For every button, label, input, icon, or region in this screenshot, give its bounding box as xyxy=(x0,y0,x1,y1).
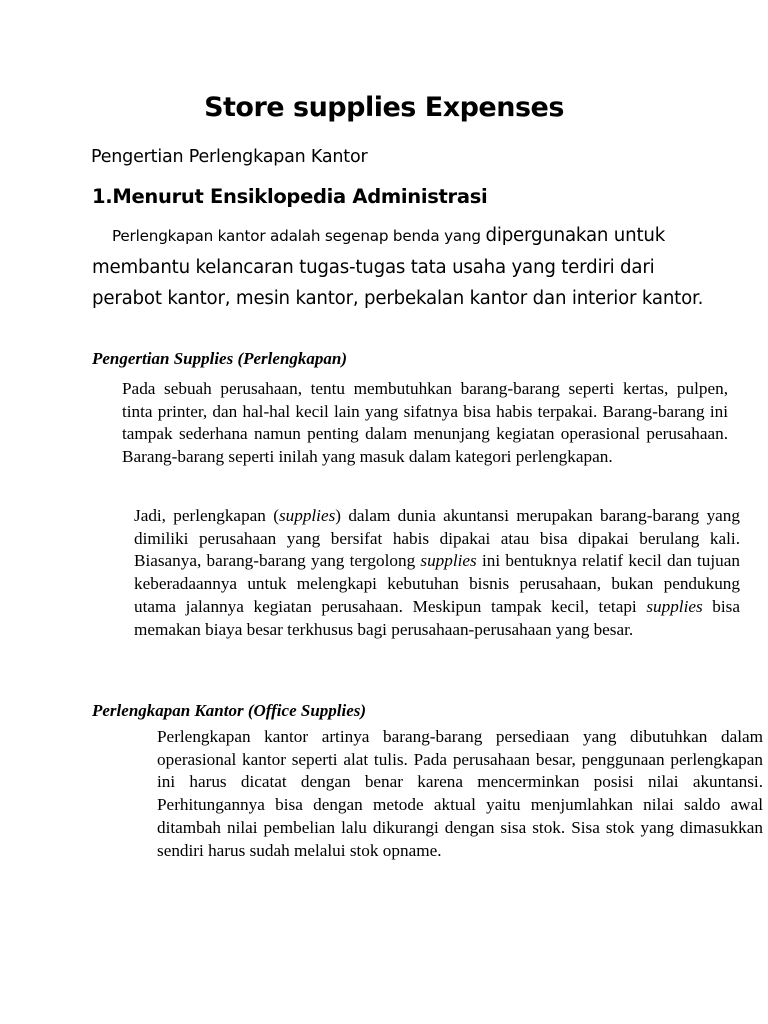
document-subtitle: Pengertian Perlengkapan Kantor xyxy=(91,147,368,167)
paragraph-2-text-1: Jadi, perlengkapan ( xyxy=(134,506,279,525)
heading-supplies: Pengertian Supplies (Perlengkapan) xyxy=(92,349,348,368)
paragraph-2-text-4: bisa memakan biaya besar terkhusus bagi perusahaan-perusahaan yang besar. xyxy=(134,596,740,639)
paragraph-2-emphasis-2: supplies xyxy=(420,551,477,571)
paragraph-2-text-3: ini bentuknya relatif kecil dan tujuan keberadaannya untuk melengkapi kebutuhan bisnis perusahaan, bukan pendukung utama jalannya kegiatan perusahaan. Meskipun tampak kecil, tetapi xyxy=(134,551,740,616)
paragraph-2-emphasis-3: supplies xyxy=(646,596,703,616)
paragraph-2-text-2: ) dalam dunia akuntansi merupakan barang-barang yang dimiliki perusahaan yang bersifat habis dipakai atau bisa dipakai berulang kali. Biasanya, barang-barang yang tergolong xyxy=(134,506,740,571)
paragraph-2-emphasis-1: supplies xyxy=(278,506,336,525)
document-title: Store supplies Expenses xyxy=(204,92,564,123)
definition-rest: dipergunakan untuk membantu kelancaran tugas-tugas tata usaha yang terdiri dari perabot kantor, mesin kantor, perbekalan kantor dan interior kantor. xyxy=(92,225,704,309)
section-heading: 1.Menurut Ensiklopedia Administrasi xyxy=(92,185,488,208)
heading-office-supplies: Perlengkapan Kantor (Office Supplies) xyxy=(92,701,367,720)
paragraph-supplies-definition xyxy=(92,505,740,641)
definition-paragraph xyxy=(92,220,707,314)
paragraph-supplies-intro: Pada sebuah perusahaan, tentu membutuhkan barang-barang seperti kertas, pulpen, tinta printer, dan hal-hal kecil lain yang sifatnya bisa habis terpakai. Barang-barang ini tampak sederhana namun penting dalam menunjang kegiatan operasional perusahaan. Barang-barang seperti inilah yang masuk dalam kategori perlengkapan. xyxy=(122,379,728,467)
paragraph-office-supplies: Perlengkapan kantor artinya barang-barang persediaan yang dibutuhkan dalam operasional kantor seperti alat tulis. Pada perusahaan besar, penggunaan perlengkapan ini harus dicatat dengan benar karena mencerminkan posisi nilai akuntansi. Perhitungannya bisa dengan metode aktual yaitu menjumlahkan nilai saldo awal ditambah nilai pembelian lalu dikurangi dengan sisa stok. Sisa stok yang dimasukkan sendiri harus sudah melalui stok opname. xyxy=(157,727,763,860)
definition-lead: Perlengkapan kantor adalah segenap benda yang xyxy=(112,227,486,245)
